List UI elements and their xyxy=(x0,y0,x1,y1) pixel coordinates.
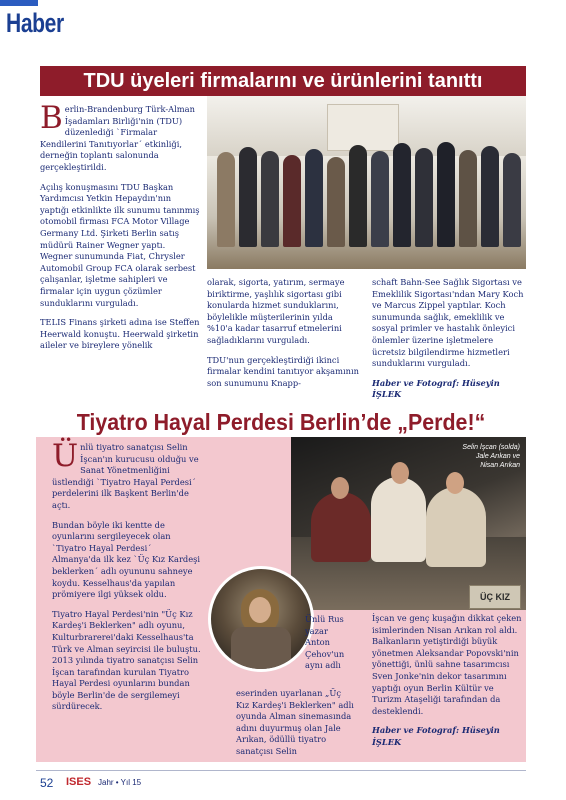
article1-dropcap: B xyxy=(40,100,63,136)
stage-sign: ÜÇ KIZ xyxy=(469,585,521,609)
article1-paragraph-6: schaft Bahn-See Sağlık Sigortası ve Emeklilik Sigortası'ndan Mary Koch ve Marcus Zippel yaptılar. Koch sunumunda sağlık, emeklilik ve sosyal primler ve hastalık önleyici önlemler üzerine işletmelere ücretsiz bilgilendirme hizmetleri sunduklarını vurguladı. xyxy=(372,277,524,369)
article2-theatre-photo xyxy=(291,437,526,610)
article2-column-1 xyxy=(52,438,202,721)
article2-title: Tiyatro Hayal Perdesi Berlin’de „Perde!“ xyxy=(76,409,486,435)
article1-column-3 xyxy=(372,277,527,409)
article1-paragraph-3: TELIS Finans şirketi adına ise Steffen Heerwald konuştu. Heerwald şirketin aileler ve bireylere yönelik xyxy=(40,317,200,351)
article1-paragraph-5: TDU'nun gerçekleştirdiği ikinci firmalar kendini tanıtıyor akşamının son sunumunu Knapp- xyxy=(207,354,359,388)
article2-paragraph-3: Tiyatro Hayal Perdesi'nin "Üç Kız Kardeş'i Beklerken" adlı oyunu, Kulturbrarerei'daki Kesselhaus'ta Türk ve Alman seyircisi ile buluştu. 2013 yılında tiyatro sanatçısı Selin İşcan tarafından kurulan Tiyatro Hayal Perdesi oyunlarını bundan böyle Berlin'de de sergilemeyi sürdürecek. xyxy=(52,608,201,712)
page-number: 52 xyxy=(40,776,54,790)
article1-title-banner xyxy=(40,66,526,96)
article1-paragraph-4: olarak, sigorta, yatırım, sermaye biriktirme, yaşlılık sigortası gibi konularda hizmet sunduklarını, böylelikle müşterilerinin yılda %10'a kadar tasarruf etmelerini sağladıklarını vurguladı. xyxy=(207,277,345,345)
article1-credit: Haber ve Fotograf: Hüseyin İŞLEK xyxy=(372,377,500,400)
article2-paragraph-4a: Ünlü Rus yazar Anton Çehov'un aynı adlı xyxy=(305,614,345,671)
article2-paragraph-1: nlü tiyatro sanatçısı Selin İşcan'ın kurucusu olduğu ve Sanat Yönetmenliğini üstlendiği `Tiyatro Hayal Perdesi´ perdelerini ilk Başkent Berlin'de açtı. xyxy=(52,442,199,510)
article2-inset-photo xyxy=(208,566,314,672)
article2-column-3 xyxy=(372,613,524,757)
article2-paragraph-4b: eserinden uyarlanan „Üç Kız Kardeş'i Beklerken" adlı oyunda Alman sinemasında adını duyurmuş olan Jale Arıkan, ödüllü tiyatro sanatçısı Selin xyxy=(236,688,354,756)
article1-paragraph-2: Açılış konuşmasını TDU Başkan Yardımcısı Yetkin Hepaydın'nın yaptığı etkinlikte ilk sunumu tanınmış otomobil firması FCA Motor Village Germany Ltd. Şirketi Berlin satış müdürü Rainer Wegner yaptı. Wegner sunumunda Fiat, Chrysler Automobil Group FCA olarak serbest çalışanlar, işletme sahipleri ve firmalar için uygun çözümler sunduklarını vurguladı. xyxy=(40,181,200,308)
article2-paragraph-2: Bundan böyle iki kentte de oyunlarını sergileyecek olan `Tiyatro Hayal Perdesi´ Almanya'da ilk kez `Üç Kız Kardeşi beklerken´ adlı oyununu sahneye koydu. Kesselhaus'da yapılan prömiyere ilgi yüksek oldu. xyxy=(52,519,201,600)
article2-column-2b xyxy=(236,688,354,766)
article1-paragraph-1: erlin-Brandenburg Türk-Alman İşadamları Birliği'nin (TDU) düzenlediği `Firmalar Kendilerini Tanıtıyorlar´ etkinliği, derneğin toplantı salonunda gerçekleştirildi. xyxy=(40,104,195,172)
photo-caption xyxy=(462,443,520,470)
article2-dropcap: Ü xyxy=(52,438,79,474)
article2-paragraph-5: İşcan ve genç kuşağın dikkat çeken isimlerinden Nisan Arıkan rol aldı. Balkanların yetiştirdiği büyük yönetmen Aleksandar Popovski'nin yönettiği, ünlü sahne tasarımcısı Sven Jonke'nin dekor tasarımını yaptığı oyun Berlin Kültür ve Turizm Ataşeliği tarafından da desteklendi. xyxy=(372,613,522,716)
article1-group-photo xyxy=(207,96,526,269)
article1-column-2 xyxy=(207,277,360,397)
header-accent-bar xyxy=(0,0,38,6)
footer-issue: Jahr • Yıl 15 xyxy=(98,778,142,787)
footer-divider xyxy=(36,770,526,771)
section-title: Haber xyxy=(6,8,64,38)
article2-column-2a xyxy=(305,614,355,680)
article1-column-1 xyxy=(40,100,200,360)
footer-brand-logo: ISES xyxy=(66,776,92,788)
article2-credit: Haber ve Fotograf: Hüseyin İŞLEK xyxy=(372,725,500,747)
photo-caption-line-1: Selin İşcan (solda) xyxy=(462,444,520,451)
photo-caption-line-3: Nisan Arıkan xyxy=(480,462,520,469)
article1-title: TDU üyeleri firmalarını ve ürünlerini tanıttı xyxy=(83,70,483,92)
photo-caption-line-2: Jale Arıkan ve xyxy=(475,453,520,460)
